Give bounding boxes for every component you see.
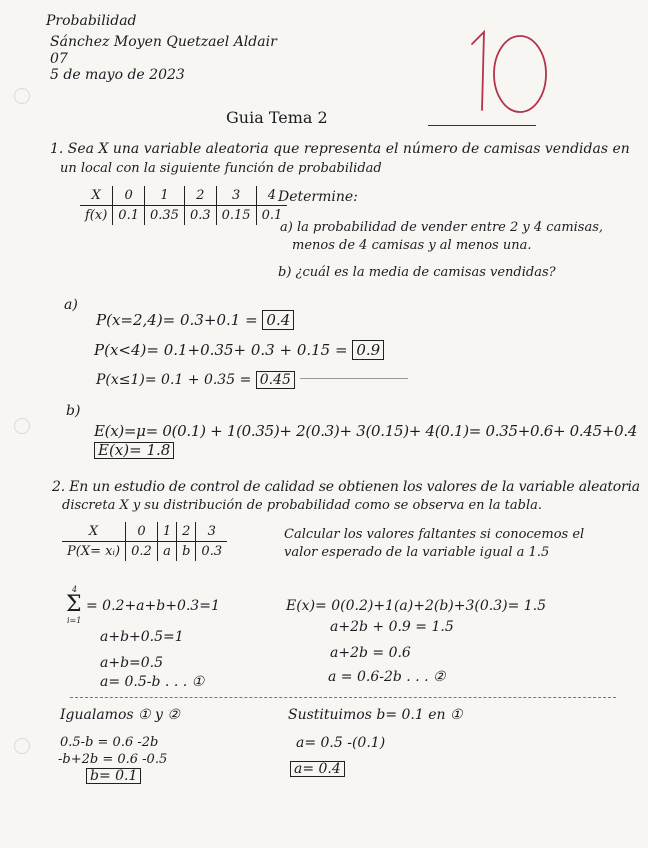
- substitute-line-1: a= 0.5 -(0.1): [296, 735, 386, 751]
- answer-a2: [94, 343, 384, 358]
- left-equation-2: a+b=0.5: [100, 655, 164, 671]
- date: 5 de mayo de 2023: [50, 67, 185, 83]
- answer-a1-result: 0.4: [262, 310, 294, 330]
- problem1-statement: 1. Sea X una variable aleatoria que representa el número de camisas vendidas en: [50, 141, 630, 157]
- part-b-label: b): [66, 403, 81, 419]
- table-cell: 3: [196, 522, 227, 542]
- sum-lower: i=1: [67, 616, 82, 625]
- title-underline: [428, 125, 536, 126]
- equate-line-2: -b+2b = 0.6 -0.5: [58, 752, 168, 767]
- a-result: a= 0.4: [290, 761, 345, 777]
- table-header-x: X: [80, 186, 113, 206]
- table-cell: 0.2: [126, 542, 158, 562]
- divider-line: [70, 697, 616, 698]
- expectation-equation: E(x)= 0(0.2)+1(a)+2(b)+3(0.3)= 1.5: [286, 598, 547, 614]
- answer-a3-result: 0.45: [256, 371, 295, 389]
- table-cell: 3: [216, 186, 256, 206]
- group: 07: [50, 51, 68, 67]
- answer-a2-result: 0.9: [352, 340, 384, 360]
- grade-value: [0, 0, 1, 1]
- grade-mark: [458, 22, 550, 118]
- grade-circle-icon: [458, 22, 550, 118]
- sum-upper: 4: [72, 585, 78, 594]
- right-equation-1: a+2b + 0.9 = 1.5: [330, 619, 454, 635]
- table-cell: 1: [157, 522, 176, 542]
- sum-symbol: Σ: [66, 592, 82, 617]
- problem1-statement-cont: un local con la siguiente función de probabilidad: [60, 161, 382, 176]
- table-cell: 0: [113, 186, 145, 206]
- table-cell: 0.35: [144, 206, 184, 226]
- answer-a3: [96, 373, 295, 387]
- equate-line-1: 0.5-b = 0.6 -2b: [60, 735, 159, 750]
- substitute-label: Sustituimos b= 0.1 en ①: [288, 707, 463, 723]
- problem2-statement: 2. En un estudio de control de calidad se obtienen los valores de la variable aleatoria: [52, 479, 640, 495]
- right-equation-2: a+2b = 0.6: [330, 645, 411, 661]
- scribble-line: [300, 378, 408, 379]
- table-cell: 1: [144, 186, 184, 206]
- question-a: a) la probabilidad de vender entre 2 y 4 camisas,: [280, 220, 604, 235]
- table-cell: 2: [184, 186, 216, 206]
- part-a-label: a): [64, 297, 78, 313]
- table-cell: b: [177, 542, 196, 562]
- problem2-statement-cont: discreta X y su distribución de probabilidad como se observa en la tabla.: [62, 498, 543, 513]
- student-name: Sánchez Moyen Quetzael Aldair: [50, 34, 277, 50]
- table-cell: 4: [256, 186, 287, 206]
- left-equation-1: a+b+0.5=1: [100, 629, 184, 645]
- table-cell: 0.1: [256, 206, 287, 226]
- answer-a2-expr: P(x<4)= 0.1+0.35+ 0.3 + 0.15 =: [94, 341, 348, 359]
- right-equation-3: a = 0.6-2b . . . ②: [328, 669, 446, 685]
- table-cell: 0: [126, 522, 158, 542]
- table-cell: a: [157, 542, 176, 562]
- table-header-fx: f(x): [85, 208, 108, 223]
- subject: Probabilidad: [46, 13, 137, 29]
- answer-b-result: E(x)= 1.8: [94, 442, 174, 459]
- page-title: Guia Tema 2: [226, 108, 328, 127]
- problem2-instruction-cont: valor esperado de la variable igual a 1.5: [284, 545, 550, 560]
- table-cell: 2: [177, 522, 196, 542]
- table-cell: 0.3: [184, 206, 216, 226]
- b-result: b= 0.1: [86, 768, 141, 784]
- answer-a1: [96, 313, 294, 328]
- problem2-instruction: Calcular los valores faltantes si conocemos el: [284, 527, 585, 542]
- table-cell: 0.1: [113, 206, 145, 226]
- binder-hole: [14, 88, 30, 104]
- answer-a3-expr: P(x≤1)= 0.1 + 0.35 =: [96, 372, 252, 388]
- left-equation-3: a= 0.5-b . . . ①: [100, 674, 205, 690]
- answer-a1-expr: P(x=2,4)= 0.3+0.1 =: [96, 311, 258, 329]
- table-header-x: X: [62, 522, 126, 542]
- determine-label: Determine:: [278, 189, 358, 205]
- probability-table-2: [62, 522, 227, 561]
- probability-table-1: [80, 186, 287, 225]
- equate-label: Igualamos ① y ②: [60, 707, 180, 723]
- question-b: b) ¿cuál es la media de camisas vendidas?: [278, 265, 556, 280]
- binder-hole: [14, 738, 30, 754]
- sum-expression: = 0.2+a+b+0.3=1: [86, 598, 220, 614]
- table-cell: 0.3: [196, 542, 227, 562]
- question-a-cont: menos de 4 camisas y al menos una.: [292, 238, 532, 253]
- binder-hole: [14, 418, 30, 434]
- answer-b-expectation: E(x)=μ= 0(0.1) + 1(0.35)+ 2(0.3)+ 3(0.15)+ 4(0.1)= 0.35+0.6+ 0.45+0.4: [94, 422, 638, 440]
- table-cell: 0.15: [216, 206, 256, 226]
- table-header-p: P(X= xᵢ): [67, 544, 121, 559]
